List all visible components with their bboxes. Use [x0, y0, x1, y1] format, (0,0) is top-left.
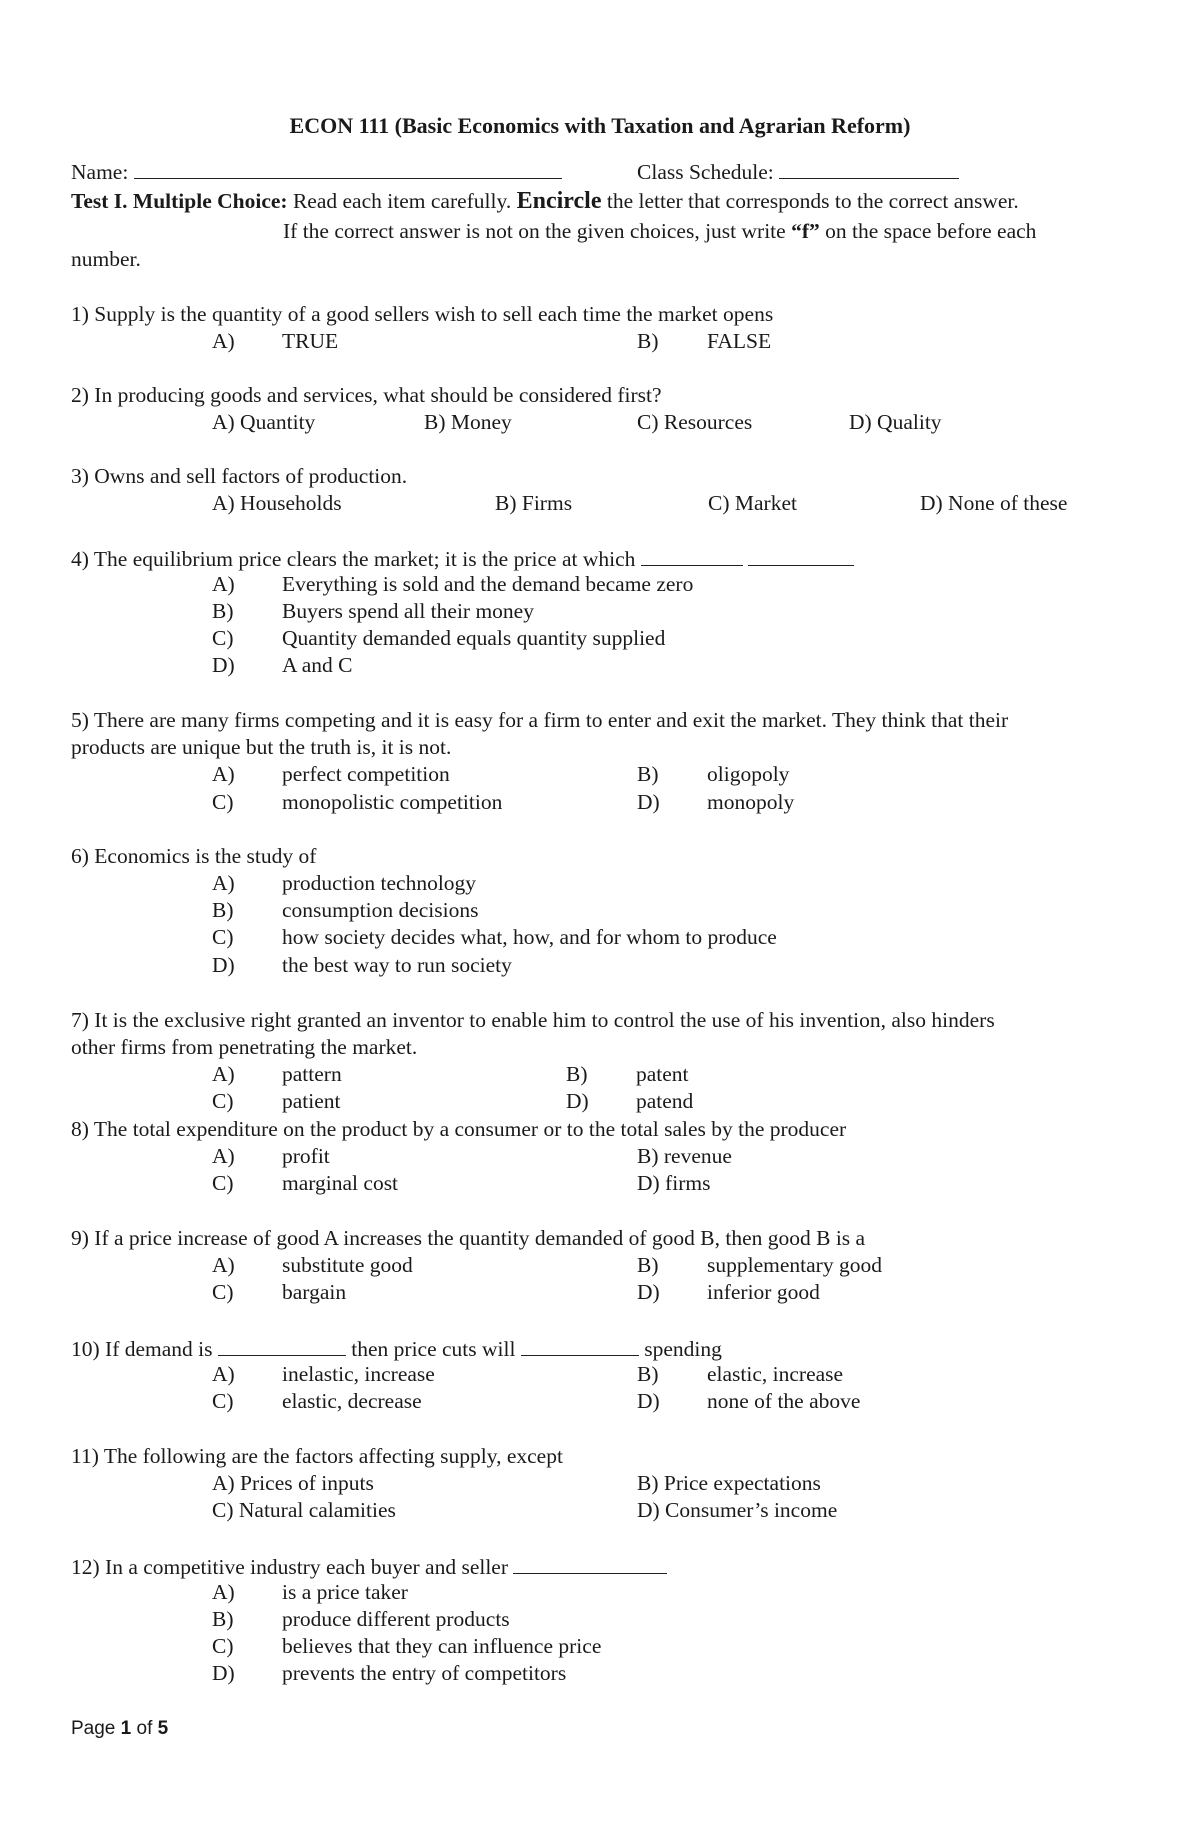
- stem-text: 10) If demand is: [71, 1337, 213, 1361]
- option-text: Buyers spend all their money: [282, 599, 534, 623]
- q1-option-a[interactable]: [212, 329, 338, 354]
- q7-option-b[interactable]: [566, 1062, 689, 1087]
- option-letter: A): [212, 572, 235, 596]
- option-letter: B): [637, 1362, 659, 1386]
- option-text: patend: [636, 1089, 694, 1113]
- instructions-line-3: number.: [71, 247, 141, 271]
- option-letter: D): [637, 790, 660, 814]
- option-letter: D): [637, 1389, 660, 1413]
- footer-page-number: 1: [120, 1718, 132, 1739]
- option-text: pattern: [282, 1062, 342, 1086]
- q3-option-c[interactable]: C) Market: [708, 491, 797, 515]
- q3-option-d[interactable]: D) None of these: [920, 491, 1068, 515]
- q1-option-b[interactable]: [637, 329, 771, 354]
- q11-option-a[interactable]: A) Prices of inputs: [212, 1471, 374, 1495]
- instructions-text-a: Read each item carefully.: [292, 189, 512, 213]
- option-text: Quantity demanded equals quantity supplied: [282, 626, 666, 650]
- q4-option-b[interactable]: [212, 599, 534, 624]
- q10-option-a[interactable]: [212, 1362, 435, 1387]
- q6-option-d[interactable]: [212, 953, 512, 978]
- question-8-stem: 8) The total expenditure on the product by a consumer or to the total sales by the producer: [71, 1117, 847, 1141]
- q4-option-c[interactable]: [212, 626, 665, 651]
- instructions-mark: “f”: [791, 219, 820, 243]
- q10-option-d[interactable]: [637, 1389, 860, 1414]
- instructions-line-2: [283, 219, 1036, 244]
- option-text: bargain: [282, 1280, 347, 1304]
- q8-option-d[interactable]: D) firms: [637, 1171, 711, 1195]
- page-title: ECON 111 (Basic Economics with Taxation and Agrarian Reform): [289, 113, 911, 138]
- option-text: prevents the entry of competitors: [282, 1661, 567, 1685]
- q2-option-c[interactable]: C) Resources: [637, 410, 753, 434]
- option-letter: C): [212, 925, 234, 949]
- q5-option-b[interactable]: [637, 762, 789, 787]
- option-text: TRUE: [282, 329, 339, 353]
- option-text: patent: [636, 1062, 689, 1086]
- footer-of-word: of: [136, 1718, 153, 1739]
- stem-text: spending: [644, 1337, 722, 1361]
- option-text: marginal cost: [282, 1171, 399, 1195]
- option-text: substitute good: [282, 1253, 413, 1277]
- question-4-stem: [71, 545, 854, 572]
- q8-option-b[interactable]: B) revenue: [637, 1144, 732, 1168]
- answer-blank[interactable]: [218, 1335, 346, 1356]
- instructions-line2-b: on the space before each: [825, 219, 1037, 243]
- q12-option-a[interactable]: [212, 1580, 408, 1605]
- question-5-stem-1: 5) There are many firms competing and it is easy for a firm to enter and exit the market. They think that their: [71, 708, 1009, 732]
- q5-option-c[interactable]: [212, 790, 502, 815]
- q2-option-a[interactable]: A) Quantity: [212, 410, 316, 434]
- schedule-field[interactable]: [779, 158, 959, 179]
- q2-option-d[interactable]: D) Quality: [849, 410, 942, 434]
- answer-blank[interactable]: [521, 1335, 639, 1356]
- test-label: Test I. Multiple Choice:: [71, 189, 288, 213]
- question-5-stem-2: products are unique but the truth is, it is not.: [71, 735, 452, 759]
- option-letter: A): [212, 1062, 235, 1086]
- footer-page-total: 5: [157, 1718, 169, 1739]
- q11-option-d[interactable]: D) Consumer’s income: [637, 1498, 838, 1522]
- schedule-label: Class Schedule:: [637, 160, 774, 184]
- q8-option-c[interactable]: [212, 1171, 398, 1196]
- question-7-stem-2: other firms from penetrating the market.: [71, 1035, 418, 1059]
- option-letter: B): [637, 329, 659, 353]
- q12-option-b[interactable]: [212, 1607, 510, 1632]
- option-letter: C): [212, 626, 234, 650]
- option-text: profit: [282, 1144, 330, 1168]
- question-11-stem: 11) The following are the factors affecting supply, except: [71, 1444, 563, 1468]
- option-letter: A): [212, 1144, 235, 1168]
- option-letter: A): [212, 1580, 235, 1604]
- question-10-stem: [71, 1335, 722, 1362]
- question-6-stem: 6) Economics is the study of: [71, 844, 317, 868]
- option-text: how society decides what, how, and for whom to produce: [282, 925, 777, 949]
- q7-option-d[interactable]: [566, 1089, 693, 1114]
- option-letter: C): [212, 1280, 234, 1304]
- option-letter: B): [637, 762, 659, 786]
- option-text: inelastic, increase: [282, 1362, 435, 1386]
- q12-option-d[interactable]: [212, 1661, 566, 1686]
- option-text: inferior good: [707, 1280, 820, 1304]
- q4-option-d[interactable]: [212, 653, 352, 678]
- instructions-line2-a: If the correct answer is not on the given choices, just write: [283, 219, 786, 243]
- answer-blank[interactable]: [748, 545, 854, 566]
- option-text: produce different products: [282, 1607, 510, 1631]
- q9-option-b[interactable]: [637, 1253, 882, 1278]
- option-text: monopolistic competition: [282, 790, 503, 814]
- option-text: the best way to run society: [282, 953, 512, 977]
- q2-option-b[interactable]: B) Money: [424, 410, 512, 434]
- name-line: [71, 158, 562, 185]
- name-field[interactable]: [134, 158, 562, 179]
- option-letter: B): [637, 1253, 659, 1277]
- q6-option-a[interactable]: [212, 871, 476, 896]
- option-letter: C): [212, 790, 234, 814]
- stem-text: 12) In a competitive industry each buyer and seller: [71, 1555, 509, 1579]
- option-letter: C): [212, 1171, 234, 1195]
- stem-text: 4) The equilibrium price clears the market; it is the price at which: [71, 547, 636, 571]
- option-letter: C): [212, 1634, 234, 1658]
- option-text: believes that they can influence price: [282, 1634, 602, 1658]
- q3-option-b[interactable]: B) Firms: [495, 491, 573, 515]
- option-letter: A): [212, 762, 235, 786]
- option-letter: A): [212, 1253, 235, 1277]
- option-text: monopoly: [707, 790, 795, 814]
- instructions-emphasis: Encircle: [516, 188, 602, 214]
- option-text: none of the above: [707, 1389, 861, 1413]
- q7-option-c[interactable]: [212, 1089, 341, 1114]
- stem-text: then price cuts will: [351, 1337, 516, 1361]
- option-letter: A): [212, 871, 235, 895]
- option-text: elastic, increase: [707, 1362, 844, 1386]
- option-text: A and C: [282, 653, 353, 677]
- q7-option-a[interactable]: [212, 1062, 342, 1087]
- footer-page-word: Page: [71, 1718, 116, 1739]
- option-text: patient: [282, 1089, 341, 1113]
- q11-option-c[interactable]: C) Natural calamities: [212, 1498, 396, 1522]
- option-letter: B): [212, 898, 234, 922]
- q6-option-b[interactable]: [212, 898, 478, 923]
- option-letter: B): [566, 1062, 588, 1086]
- option-letter: A): [212, 329, 235, 353]
- q9-option-a[interactable]: [212, 1253, 413, 1278]
- q5-option-a[interactable]: [212, 762, 450, 787]
- option-letter: D): [212, 953, 235, 977]
- q5-option-d[interactable]: [637, 790, 794, 815]
- question-2-stem: 2) In producing goods and services, what should be considered first?: [71, 383, 662, 407]
- schedule-line: [637, 158, 959, 185]
- q9-option-d[interactable]: [637, 1280, 820, 1305]
- option-text: production technology: [282, 871, 477, 895]
- q6-option-c[interactable]: [212, 925, 777, 950]
- option-text: elastic, decrease: [282, 1389, 422, 1413]
- option-text: consumption decisions: [282, 898, 479, 922]
- q4-option-a[interactable]: [212, 572, 693, 597]
- option-text: Everything is sold and the demand became zero: [282, 572, 694, 596]
- instructions-line-1: [71, 188, 1019, 215]
- option-letter: D): [212, 653, 235, 677]
- answer-blank[interactable]: [641, 545, 743, 566]
- option-letter: B): [212, 1607, 234, 1631]
- option-letter: D): [212, 1661, 235, 1685]
- q10-option-c[interactable]: [212, 1389, 422, 1414]
- question-1-stem: 1) Supply is the quantity of a good sellers wish to sell each time the market opens: [71, 302, 774, 326]
- q8-option-a[interactable]: [212, 1144, 330, 1169]
- q3-option-a[interactable]: A) Households: [212, 491, 342, 515]
- option-letter: A): [212, 1362, 235, 1386]
- option-text: oligopoly: [707, 762, 790, 786]
- option-letter: D): [637, 1280, 660, 1304]
- question-12-stem: [71, 1553, 667, 1580]
- option-text: supplementary good: [707, 1253, 882, 1277]
- option-text: FALSE: [707, 329, 772, 353]
- q9-option-c[interactable]: [212, 1280, 346, 1305]
- name-label: Name:: [71, 160, 129, 184]
- option-text: perfect competition: [282, 762, 450, 786]
- option-text: is a price taker: [282, 1580, 408, 1604]
- question-9-stem: 9) If a price increase of good A increases the quantity demanded of good B, then good B is a: [71, 1226, 866, 1250]
- question-7-stem-1: 7) It is the exclusive right granted an inventor to enable him to control the use of his invention, also hinders: [71, 1008, 995, 1032]
- page-footer: [71, 1718, 168, 1740]
- q12-option-c[interactable]: [212, 1634, 601, 1659]
- q11-option-b[interactable]: B) Price expectations: [637, 1471, 821, 1495]
- instructions-text-b: the letter that corresponds to the correct answer.: [606, 189, 1019, 213]
- option-letter: C): [212, 1389, 234, 1413]
- q10-option-b[interactable]: [637, 1362, 843, 1387]
- answer-blank[interactable]: [513, 1553, 667, 1574]
- question-3-stem: 3) Owns and sell factors of production.: [71, 464, 408, 488]
- option-letter: C): [212, 1089, 234, 1113]
- option-letter: D): [566, 1089, 589, 1113]
- option-letter: B): [212, 599, 234, 623]
